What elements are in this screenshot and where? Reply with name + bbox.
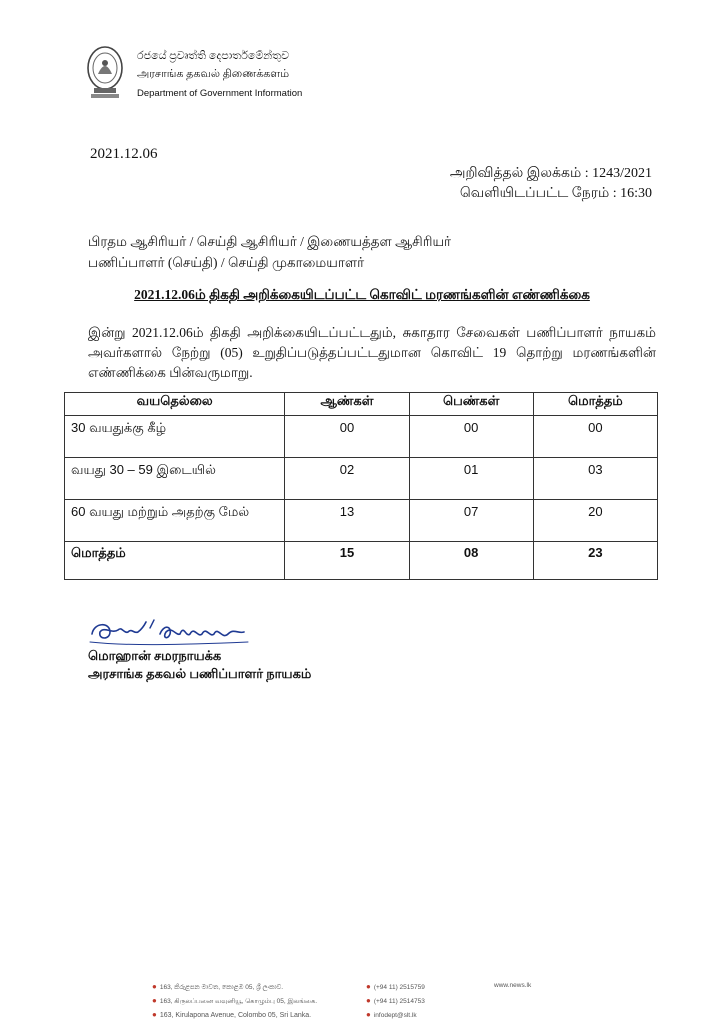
total-cell: 00 — [533, 416, 657, 458]
recipients-line-2: பணிப்பாளர் (செய்தி) / செய்தி முகாமையாளர் — [88, 255, 365, 270]
release-time-value: 16:30 — [620, 186, 652, 201]
males-cell: 00 — [285, 416, 409, 458]
table-total-row — [65, 542, 658, 580]
footer-address-english — [152, 1010, 311, 1019]
release-time-label: வெளியிடப்பட்ட நேரம் — [459, 186, 610, 201]
header-males: ஆண்கள் — [285, 393, 409, 416]
footer-bullet-icon: ● — [152, 996, 157, 1005]
males-cell: 13 — [285, 500, 409, 542]
reference-separator: : — [584, 166, 593, 181]
document-heading — [0, 287, 724, 305]
fax-icon: ● — [366, 996, 371, 1005]
footer-fax-number: (+94 11) 2514753 — [373, 998, 425, 1005]
total-label-cell: மொத்தம் — [65, 542, 285, 580]
age-range-cell: 30 வயதுக்கு கீழ் — [65, 416, 285, 458]
total-cell: 20 — [533, 500, 657, 542]
handwritten-signature — [88, 612, 258, 652]
footer-email-address: infodept@slt.lk — [373, 1012, 417, 1019]
total-males-cell: 15 — [285, 542, 409, 580]
footer-email — [366, 1010, 417, 1019]
table-row — [65, 416, 658, 458]
footer-bullet-icon: ● — [152, 1010, 157, 1019]
signer-name: மொஹான் சமரநாயக்க — [88, 648, 222, 663]
header-age-range: வயதெல்லை — [65, 393, 285, 416]
reference-number: 1243/2021 — [592, 166, 652, 181]
females-cell: 00 — [409, 416, 533, 458]
total-cell: 03 — [533, 458, 657, 500]
header-total: மொத்தம் — [533, 393, 657, 416]
table-header-row — [65, 393, 658, 416]
reference-label: அறிவித்தல் இலக்கம் — [449, 166, 582, 181]
age-range-cell: 60 வயது மற்றும் அதற்கு மேல் — [65, 500, 285, 542]
footer-telephone-number: (+94 11) 2515759 — [373, 984, 425, 991]
males-cell: 02 — [285, 458, 409, 500]
footer-address-english-text: 163, Kirulapona Avenue, Colombo 05, Sri Lanka. — [159, 1012, 312, 1019]
release-time-separator: : — [612, 186, 621, 201]
org-name-tamil: அரசாங்க தகவல் திணைக்களம் — [137, 68, 290, 80]
total-females-cell: 08 — [409, 542, 533, 580]
footer-telephone — [366, 982, 425, 991]
age-range-cell: வயது 30 – 59 இடையில் — [65, 458, 285, 500]
footer-address-sinhala — [152, 982, 283, 992]
footer-address-tamil-text: 163, கிருலப்பனை வவுனியூ, கொழும்பு 05, இலங்கை. — [159, 998, 318, 1005]
table-row — [65, 500, 658, 542]
recipients-line-1: பிரதம ஆசிரியர் / செய்தி ஆசிரியர் / இணையத்தள ஆசிரியர் — [88, 234, 452, 249]
government-emblem-icon — [84, 44, 126, 102]
grand-total-cell: 23 — [533, 542, 657, 580]
footer-website: www.news.lk — [494, 982, 532, 989]
females-cell: 01 — [409, 458, 533, 500]
org-name-english: Department of Government Information — [137, 88, 303, 99]
footer-address-tamil — [152, 996, 317, 1006]
intro-paragraph: இன்று 2021.12.06ம் திகதி அறிக்கையிடப்பட்டதும், சுகாதார சேவைகள் பணிப்பாளர் நாயகம் அவர்களால் நேற்று (05) உறுதிப்படுத்தப்பட்டதுமான கொவிட் 19 தொற்று மரணங்களின் எண்ணிக்கை பின்வருமாறு. — [88, 325, 656, 380]
reference-line — [450, 166, 652, 183]
table-row — [65, 458, 658, 500]
footer-bullet-icon: ● — [152, 982, 157, 991]
footer-address-sinhala-text: 163, කිරුළපන මාවත, කොළඹ 05, ශ්‍රී ලංකාව. — [159, 984, 284, 991]
document-heading-text: 2021.12.06ம் திகதி அறிக்கையிடப்பட்ட கொவிட் மரணங்களின் எண்ணிக்கை — [134, 287, 590, 302]
org-name-sinhala: රජයේ ප්‍රවෘත්ති දෙපාර්තමේන්තුව — [137, 50, 290, 62]
phone-icon: ● — [366, 982, 371, 991]
email-icon: ● — [366, 1010, 371, 1019]
release-time-line — [460, 186, 652, 203]
footer-fax — [366, 996, 425, 1005]
females-cell: 07 — [409, 500, 533, 542]
covid-deaths-table — [64, 392, 658, 580]
header-females: பெண்கள் — [409, 393, 533, 416]
signer-title: அரசாங்க தகவல் பணிப்பாளர் நாயகம் — [88, 666, 312, 681]
document-date: 2021.12.06 — [90, 146, 158, 162]
